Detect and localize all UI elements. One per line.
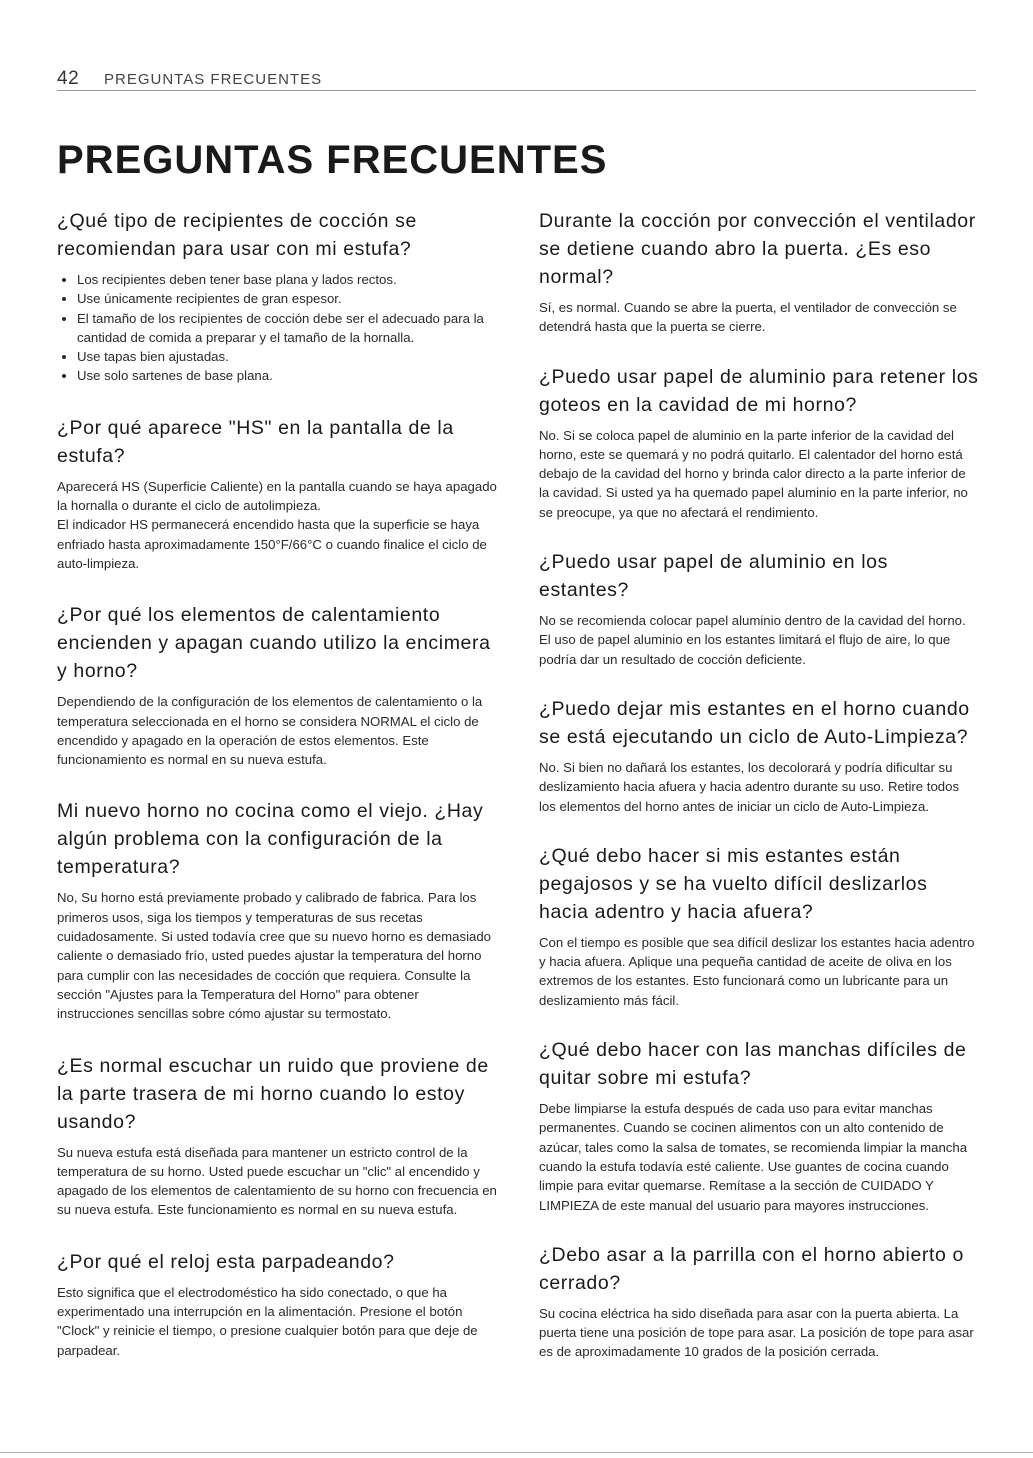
list-item: • Use solo sartenes de base plana.: [77, 366, 498, 385]
faq-question: Mi nuevo horno no cocina como el viejo. ¿Hay algún problema con la configuración de la temperatura?: [57, 800, 484, 879]
faq-question: ¿Puedo usar papel de aluminio para retener los goteos en la cavidad de mi horno?: [539, 365, 979, 416]
faq-question: Durante la cocción por convección el ventilador se detiene cuando abro la puerta. ¿Es eso normal?: [539, 210, 976, 288]
faq-item-foil-cavity: [539, 363, 979, 522]
faq-answer-list: [57, 270, 498, 386]
faq-answer: [539, 426, 979, 522]
faq-item-clock: [57, 1248, 498, 1360]
faq-item-sticky-racks: [539, 842, 979, 1010]
faq-answer: [57, 888, 498, 1023]
running-header: [57, 68, 976, 91]
faq-item-broil-door: [539, 1241, 979, 1362]
faq-item-racks-self-clean: [539, 695, 979, 816]
list-item: • Use únicamente recipientes de gran espesor.: [77, 289, 498, 308]
faq-item-heating-cycle: [57, 601, 498, 769]
faq-answer-paragraph: El indicador HS permanecerá encendido hasta que la superficie se haya enfriado hasta aproximadamente 150°F/66°C o cuando finalice el ciclo de auto-limpieza.: [57, 517, 487, 571]
list-item: • Use tapas bien ajustadas.: [77, 347, 498, 366]
faq-answer-paragraph: Su nueva estufa está diseñada para mantener un estricto control de la temperatura de su horno. Usted puede escuchar un "clic" al encendido y apagado de los elementos de calentamiento de su horno con frecuencia en su nueva estufa. Este funcionamiento es normal en su nueva estufa.: [57, 1144, 497, 1218]
faq-item-cookware: [57, 207, 498, 386]
faq-question: ¿Por qué el reloj esta parpadeando?: [57, 1250, 395, 1273]
faq-answer: [57, 1143, 498, 1220]
faq-answer: [539, 758, 979, 816]
faq-left-column: [57, 207, 498, 1360]
faq-answer-paragraph: Con el tiempo es posible que sea difícil deslizar los estantes hacia adentro y hacia afuera. Aplique una pequeña cantidad de aceite de oliva en los extremos de los estantes. Esto funcionará como un lubricante para un deslizamiento más fácil.: [539, 934, 975, 1008]
faq-question: ¿Qué tipo de recipientes de cocción se recomiendan para usar con mi estufa?: [57, 210, 417, 260]
faq-answer-paragraph: Dependiendo de la configuración de los elementos de calentamiento o la temperatura seleccionada en el horno se considera NORMAL el ciclo de encendido y apagado en la operación de estos elementos. Este funcionamiento es normal en su nueva estufa.: [57, 694, 483, 768]
faq-item-foil-racks: [539, 548, 979, 669]
faq-item-noise: [57, 1052, 498, 1220]
faq-question: ¿Puedo dejar mis estantes en el horno cuando se está ejecutando un ciclo de Auto-Limpieza?: [539, 697, 970, 748]
faq-question: ¿Por qué los elementos de calentamiento encienden y apagan cuando utilizo la encimera y horno?: [57, 604, 491, 683]
faq-answer-paragraph: Esto significa que el electrodoméstico ha sido conectado, o que ha experimentado una interrupción en la alimentación. Presione el botón "Clock" y reinicie el tiempo, o presione cualquier botón para que deje de parpadear.: [57, 1284, 478, 1358]
faq-answer-paragraph: No se recomienda colocar papel aluminio dentro de la cavidad del horno. El uso de papel aluminio en los estantes limitará el flujo de aire, lo que podría dar un resultado de cocción deficiente.: [539, 613, 966, 667]
faq-answer-paragraph: Su cocina eléctrica ha sido diseñada para asar con la puerta abierta. La puerta tiene una posición de tope para asar. La posición de tope para asar es de aproximadamente 10 grados de la posición cerrada.: [539, 1305, 974, 1360]
faq-right-column: [539, 207, 979, 1362]
page-title: PREGUNTAS FRECUENTES: [57, 138, 608, 182]
faq-answer-paragraph: No. Si bien no dañará los estantes, los decolorará y podría dificultar su deslizamiento hacia afuera y hacia adentro durante su uso. Retire todos los elementos del horno antes de iniciar un ciclo de Auto-Limpieza.: [539, 759, 960, 814]
page-number: 42: [57, 68, 80, 89]
faq-answer-paragraph: No. Si se coloca papel de aluminio en la parte inferior de la cavidad del horno, este se quemará y no podrá quitarlo. El calentador del horno está debajo de la cavidad del horno y brinda calor directo a la parte inferior de la cavidad. Si usted ya ha quemado papel aluminio en la parte inferior, no se preocupe, ya que no afectará el rendimiento.: [539, 427, 968, 520]
faq-question: ¿Por qué aparece "HS" en la pantalla de la estufa?: [57, 416, 454, 467]
faq-question: ¿Debo asar a la parrilla con el horno abierto o cerrado?: [539, 1243, 964, 1294]
faq-answer: [539, 1099, 979, 1215]
faq-answer-paragraph: No, Su horno está previamente probado y calibrado de fabrica. Para los primeros usos, siga los tiempos y temperaturas de sus recetas cuidadosamente. Si usted todavía cree que su nuevo horno es demasiado caliente o demasiado frío, usted puedes ajustar la temperatura del horno para cumplir con las necesidades de cocción que requiera. Consulte la sección "Ajustes para la Temperatura del Horno" para obtener instrucciones sencillas sobre cómo ajustar su termostato.: [57, 890, 492, 1022]
list-item: • El tamaño de los recipientes de cocción debe ser el adecuado para la cantidad de comida a preparar y el tamaño de la hornalla.: [77, 309, 498, 348]
faq-answer-paragraph: Sí, es normal. Cuando se abre la puerta, el ventilador de convección se detendrá hasta que la puerta se cierre.: [539, 300, 957, 335]
list-item: • Los recipientes deben tener base plana y lados rectos.: [77, 270, 498, 289]
faq-question: ¿Es normal escuchar un ruido que proviene de la parte trasera de mi horno cuando lo estoy usando?: [57, 1054, 489, 1133]
faq-answer: [539, 933, 979, 1010]
page-bottom-divider: [0, 1452, 1033, 1453]
running-header-section: PREGUNTAS FRECUENTES: [104, 71, 323, 88]
faq-answer: [539, 298, 979, 337]
faq-item-convection-fan: [539, 207, 979, 337]
faq-answer-paragraph: Aparecerá HS (Superficie Caliente) en la pantalla cuando se haya apagado la hornalla o durante el ciclo de autolimpieza.: [57, 478, 497, 514]
faq-item-stains: [539, 1036, 979, 1215]
faq-answer: [57, 477, 498, 573]
faq-item-hs-display: [57, 414, 498, 573]
faq-answer: [57, 692, 498, 769]
faq-question: ¿Qué debo hacer si mis estantes están pegajosos y se ha vuelto difícil deslizarlos hacia adentro y hacia afuera?: [539, 844, 928, 923]
faq-answer-paragraph: Debe limpiarse la estufa después de cada uso para evitar manchas permanentes. Cuando se cocinen alimentos con un alto contenido de azúcar, tales como la salsa de tomates, se recomienda limpiar la mancha cuando la estufa todavía esté caliente. Use guantes de cocina cuando limpie para evitar quemarse. Remítase a la sección de CUIDADO Y LIMPIEZA de este manual del usuario para mayores instrucciones.: [539, 1101, 968, 1213]
faq-question: ¿Puedo usar papel de aluminio en los estantes?: [539, 551, 888, 602]
faq-answer: [539, 611, 979, 669]
faq-item-temperature: [57, 797, 498, 1023]
faq-answer: [539, 1304, 979, 1362]
faq-answer: [57, 1283, 498, 1360]
faq-question: ¿Qué debo hacer con las manchas difíciles de quitar sobre mi estufa?: [539, 1039, 967, 1090]
